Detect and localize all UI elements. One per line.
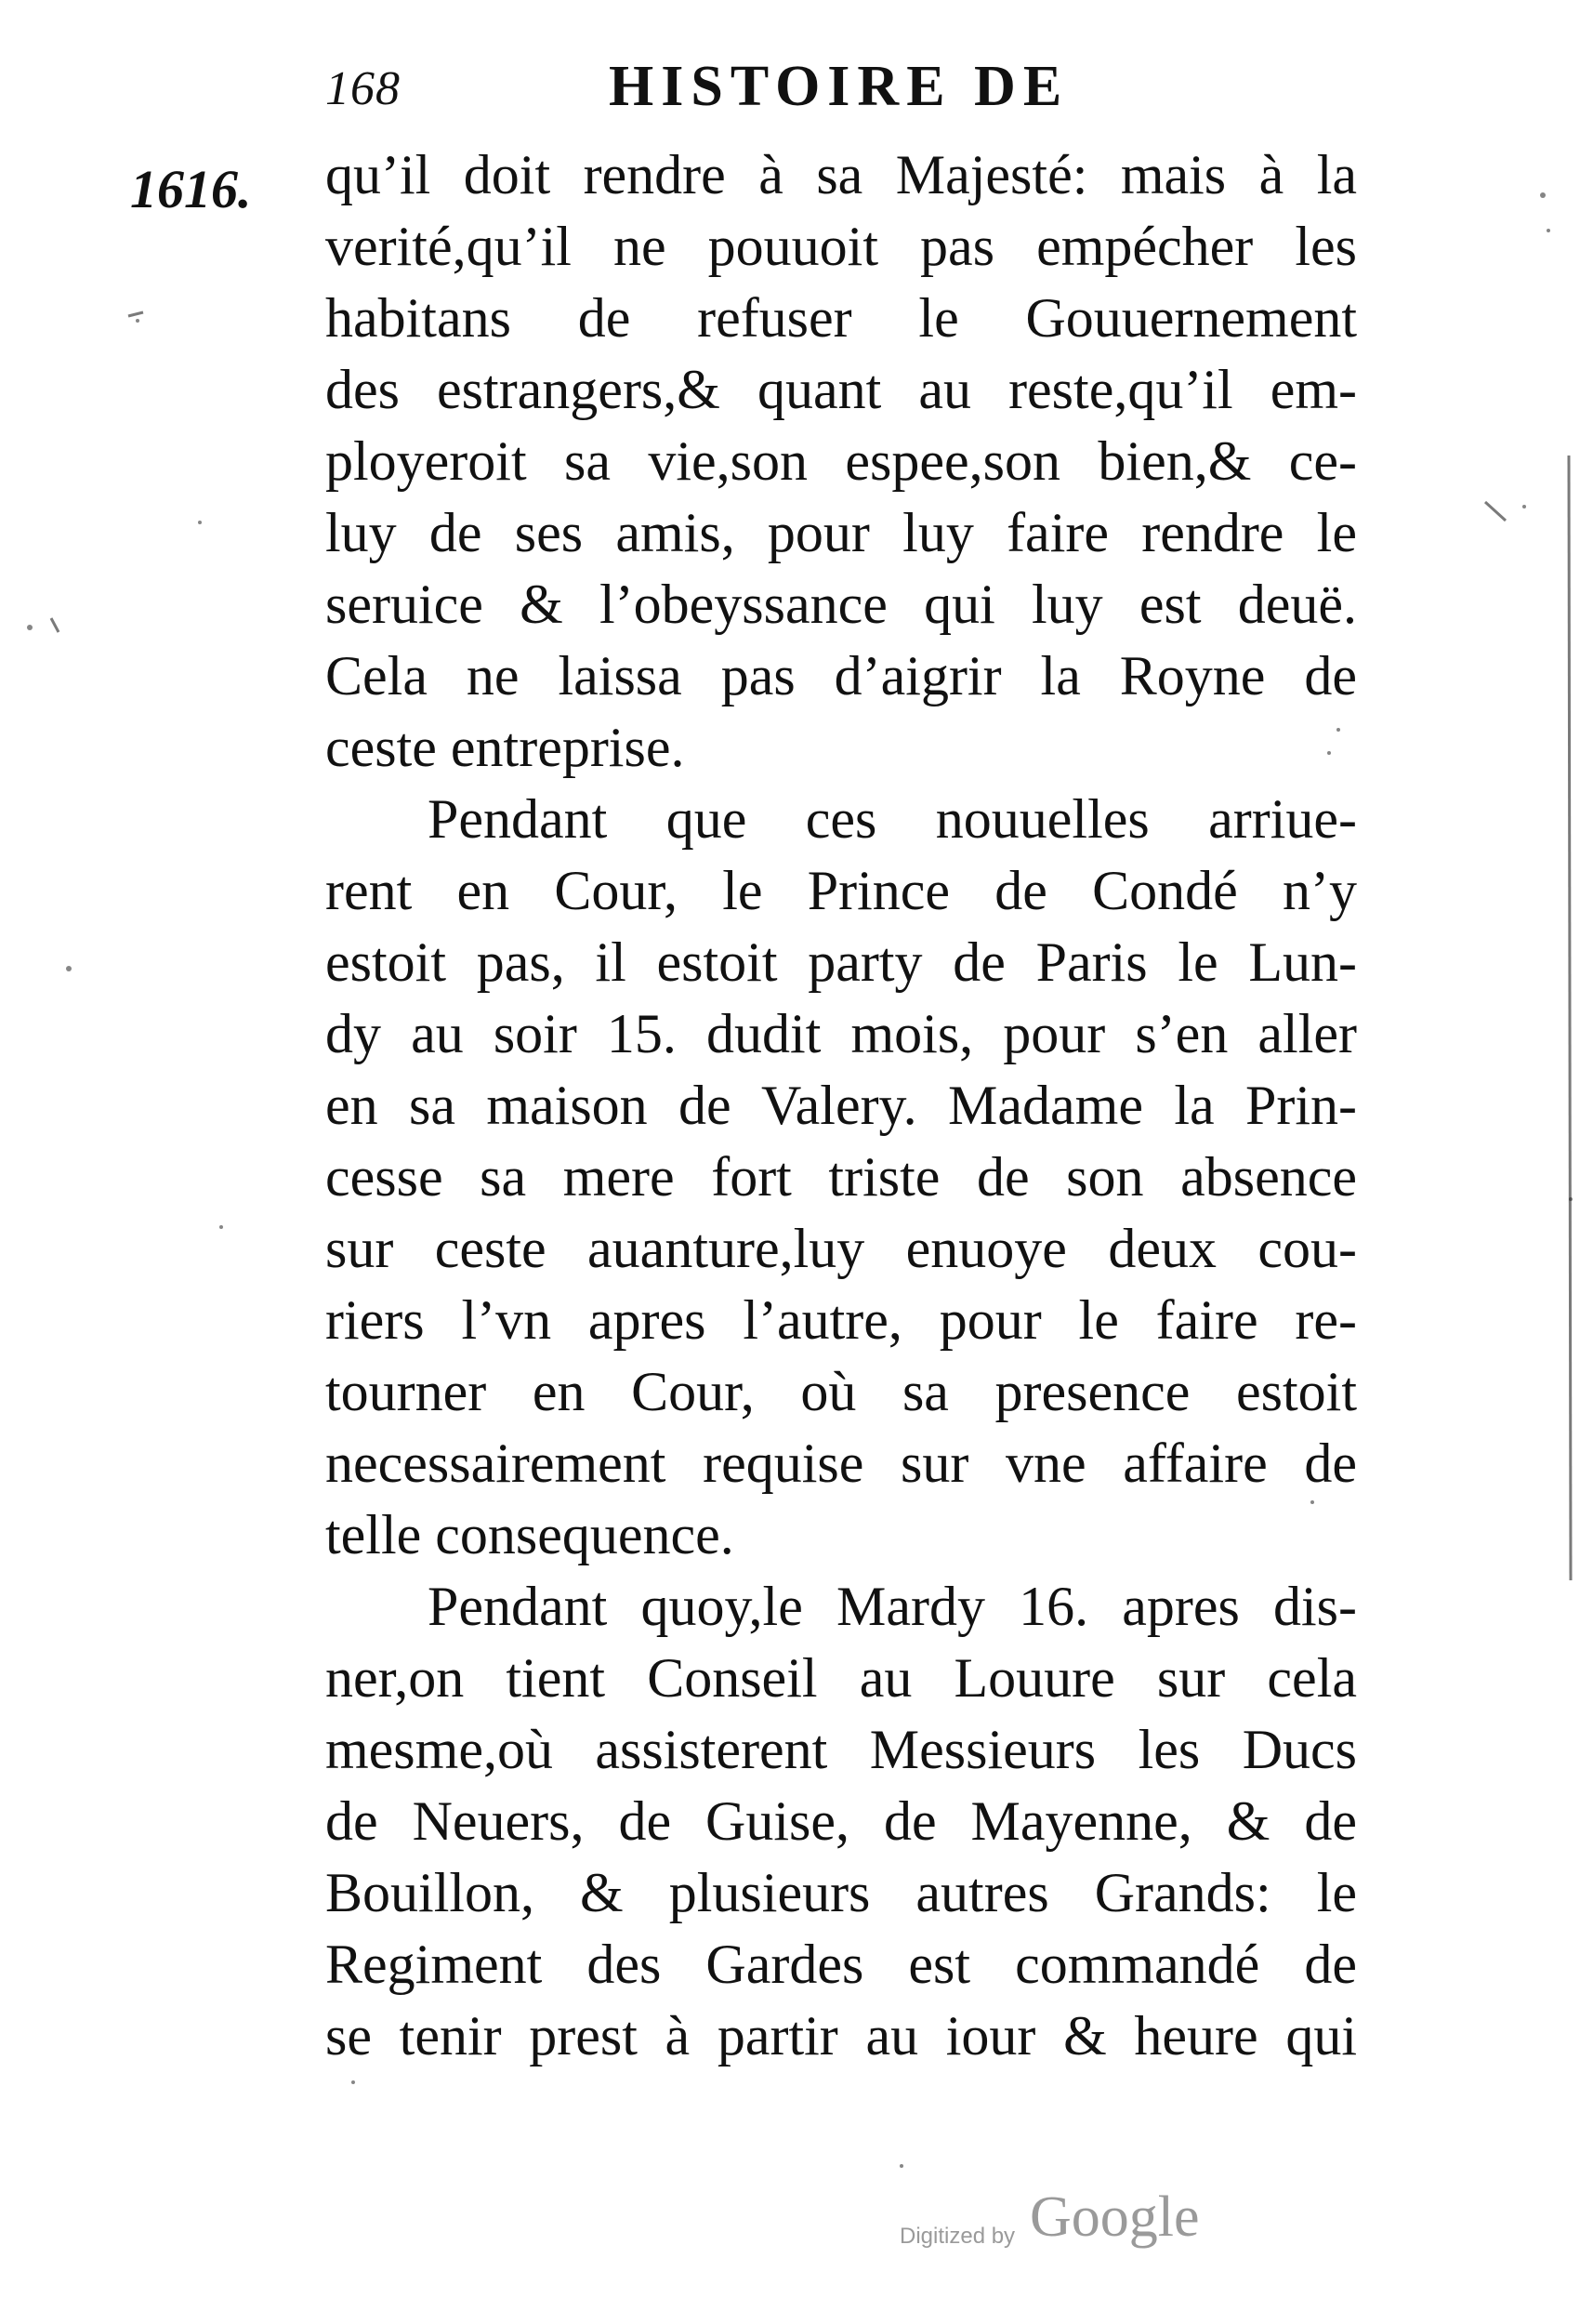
page-number: 168 bbox=[325, 62, 401, 115]
speck bbox=[1522, 505, 1526, 508]
text-line: estoit pas, il estoit party de Paris le Lun- bbox=[325, 931, 1357, 993]
text-line: Cela ne laissa pas d’aigrir la Royne de bbox=[325, 645, 1357, 706]
text-line: Regiment des Gardes est commandé de bbox=[325, 1934, 1357, 1995]
running-title: HISTOIRE DE bbox=[609, 55, 1070, 118]
digitized-watermark bbox=[900, 2185, 1253, 2268]
text-line: tourner en Cour, où sa presence estoit bbox=[325, 1361, 1357, 1422]
speck-mark bbox=[1485, 502, 1506, 521]
speck-mark bbox=[51, 618, 59, 632]
speck bbox=[136, 319, 139, 323]
text-line: luy de ses amis, pour luy faire rendre le bbox=[325, 502, 1357, 563]
text-line: mesme,où assisterent Messieurs les Ducs bbox=[325, 1719, 1357, 1780]
speck bbox=[900, 2164, 903, 2168]
margin-edge-line bbox=[1569, 456, 1571, 1580]
text-line: en sa maison de Valery. Madame la Prin- bbox=[325, 1075, 1357, 1136]
text-line: seruice & l’obeyssance qui luy est deuë. bbox=[325, 574, 1357, 635]
body-text bbox=[325, 139, 1357, 2082]
text-line: dy au soir 15. dudit mois, pour s’en aller bbox=[325, 1003, 1357, 1064]
text-line: cesse sa mere fort triste de son absence bbox=[325, 1146, 1357, 1208]
text-line: habitans de refuser le Gouuernement bbox=[325, 287, 1357, 349]
text-line: ployeroit sa vie,son espee,son bien,& ce- bbox=[325, 430, 1357, 492]
text-line: verité,qu’il ne pouuoit pas empécher les bbox=[325, 216, 1357, 277]
text-line: de Neuers, de Guise, de Mayenne, & de bbox=[325, 1790, 1357, 1852]
speck bbox=[219, 1225, 223, 1229]
speck bbox=[1569, 1197, 1573, 1201]
watermark-prefix: Digitized by bbox=[900, 2224, 1016, 2249]
speck bbox=[66, 966, 72, 971]
text-line: des estrangers,& quant au reste,qu’il em- bbox=[325, 359, 1357, 420]
text-line: sur ceste auanture,luy enuoye deux cou- bbox=[325, 1218, 1357, 1279]
google-logo: Google bbox=[1030, 2185, 1200, 2249]
page-header bbox=[325, 54, 1162, 138]
text-line: rent en Cour, le Prince de Condé n’y bbox=[325, 860, 1357, 921]
text-line: Bouillon, & plusieurs autres Grands: le bbox=[325, 1862, 1357, 1923]
text-line: Pendant que ces nouuelles arriue- bbox=[428, 788, 1357, 850]
speck bbox=[1540, 192, 1546, 198]
speck bbox=[198, 521, 202, 524]
speck bbox=[1547, 229, 1550, 232]
text-line: qu’il doit rendre à sa Majesté: mais à la bbox=[325, 144, 1357, 205]
text-line: riers l’vn apres l’autre, pour le faire re- bbox=[325, 1289, 1357, 1351]
text-line: ner,on tient Conseil au Louure sur cela bbox=[325, 1647, 1357, 1709]
text-line: ceste entreprise. bbox=[325, 717, 685, 778]
speck bbox=[27, 625, 33, 630]
margin-year-note: 1616. bbox=[130, 159, 252, 219]
text-line: Pendant quoy,le Mardy 16. apres dis- bbox=[428, 1576, 1357, 1637]
text-line: telle consequence. bbox=[325, 1504, 734, 1565]
speck-mark bbox=[128, 312, 143, 316]
text-line: necessairement requise sur vne affaire de bbox=[325, 1433, 1357, 1494]
text-line: se tenir prest à partir au iour & heure qui bbox=[325, 2005, 1357, 2067]
